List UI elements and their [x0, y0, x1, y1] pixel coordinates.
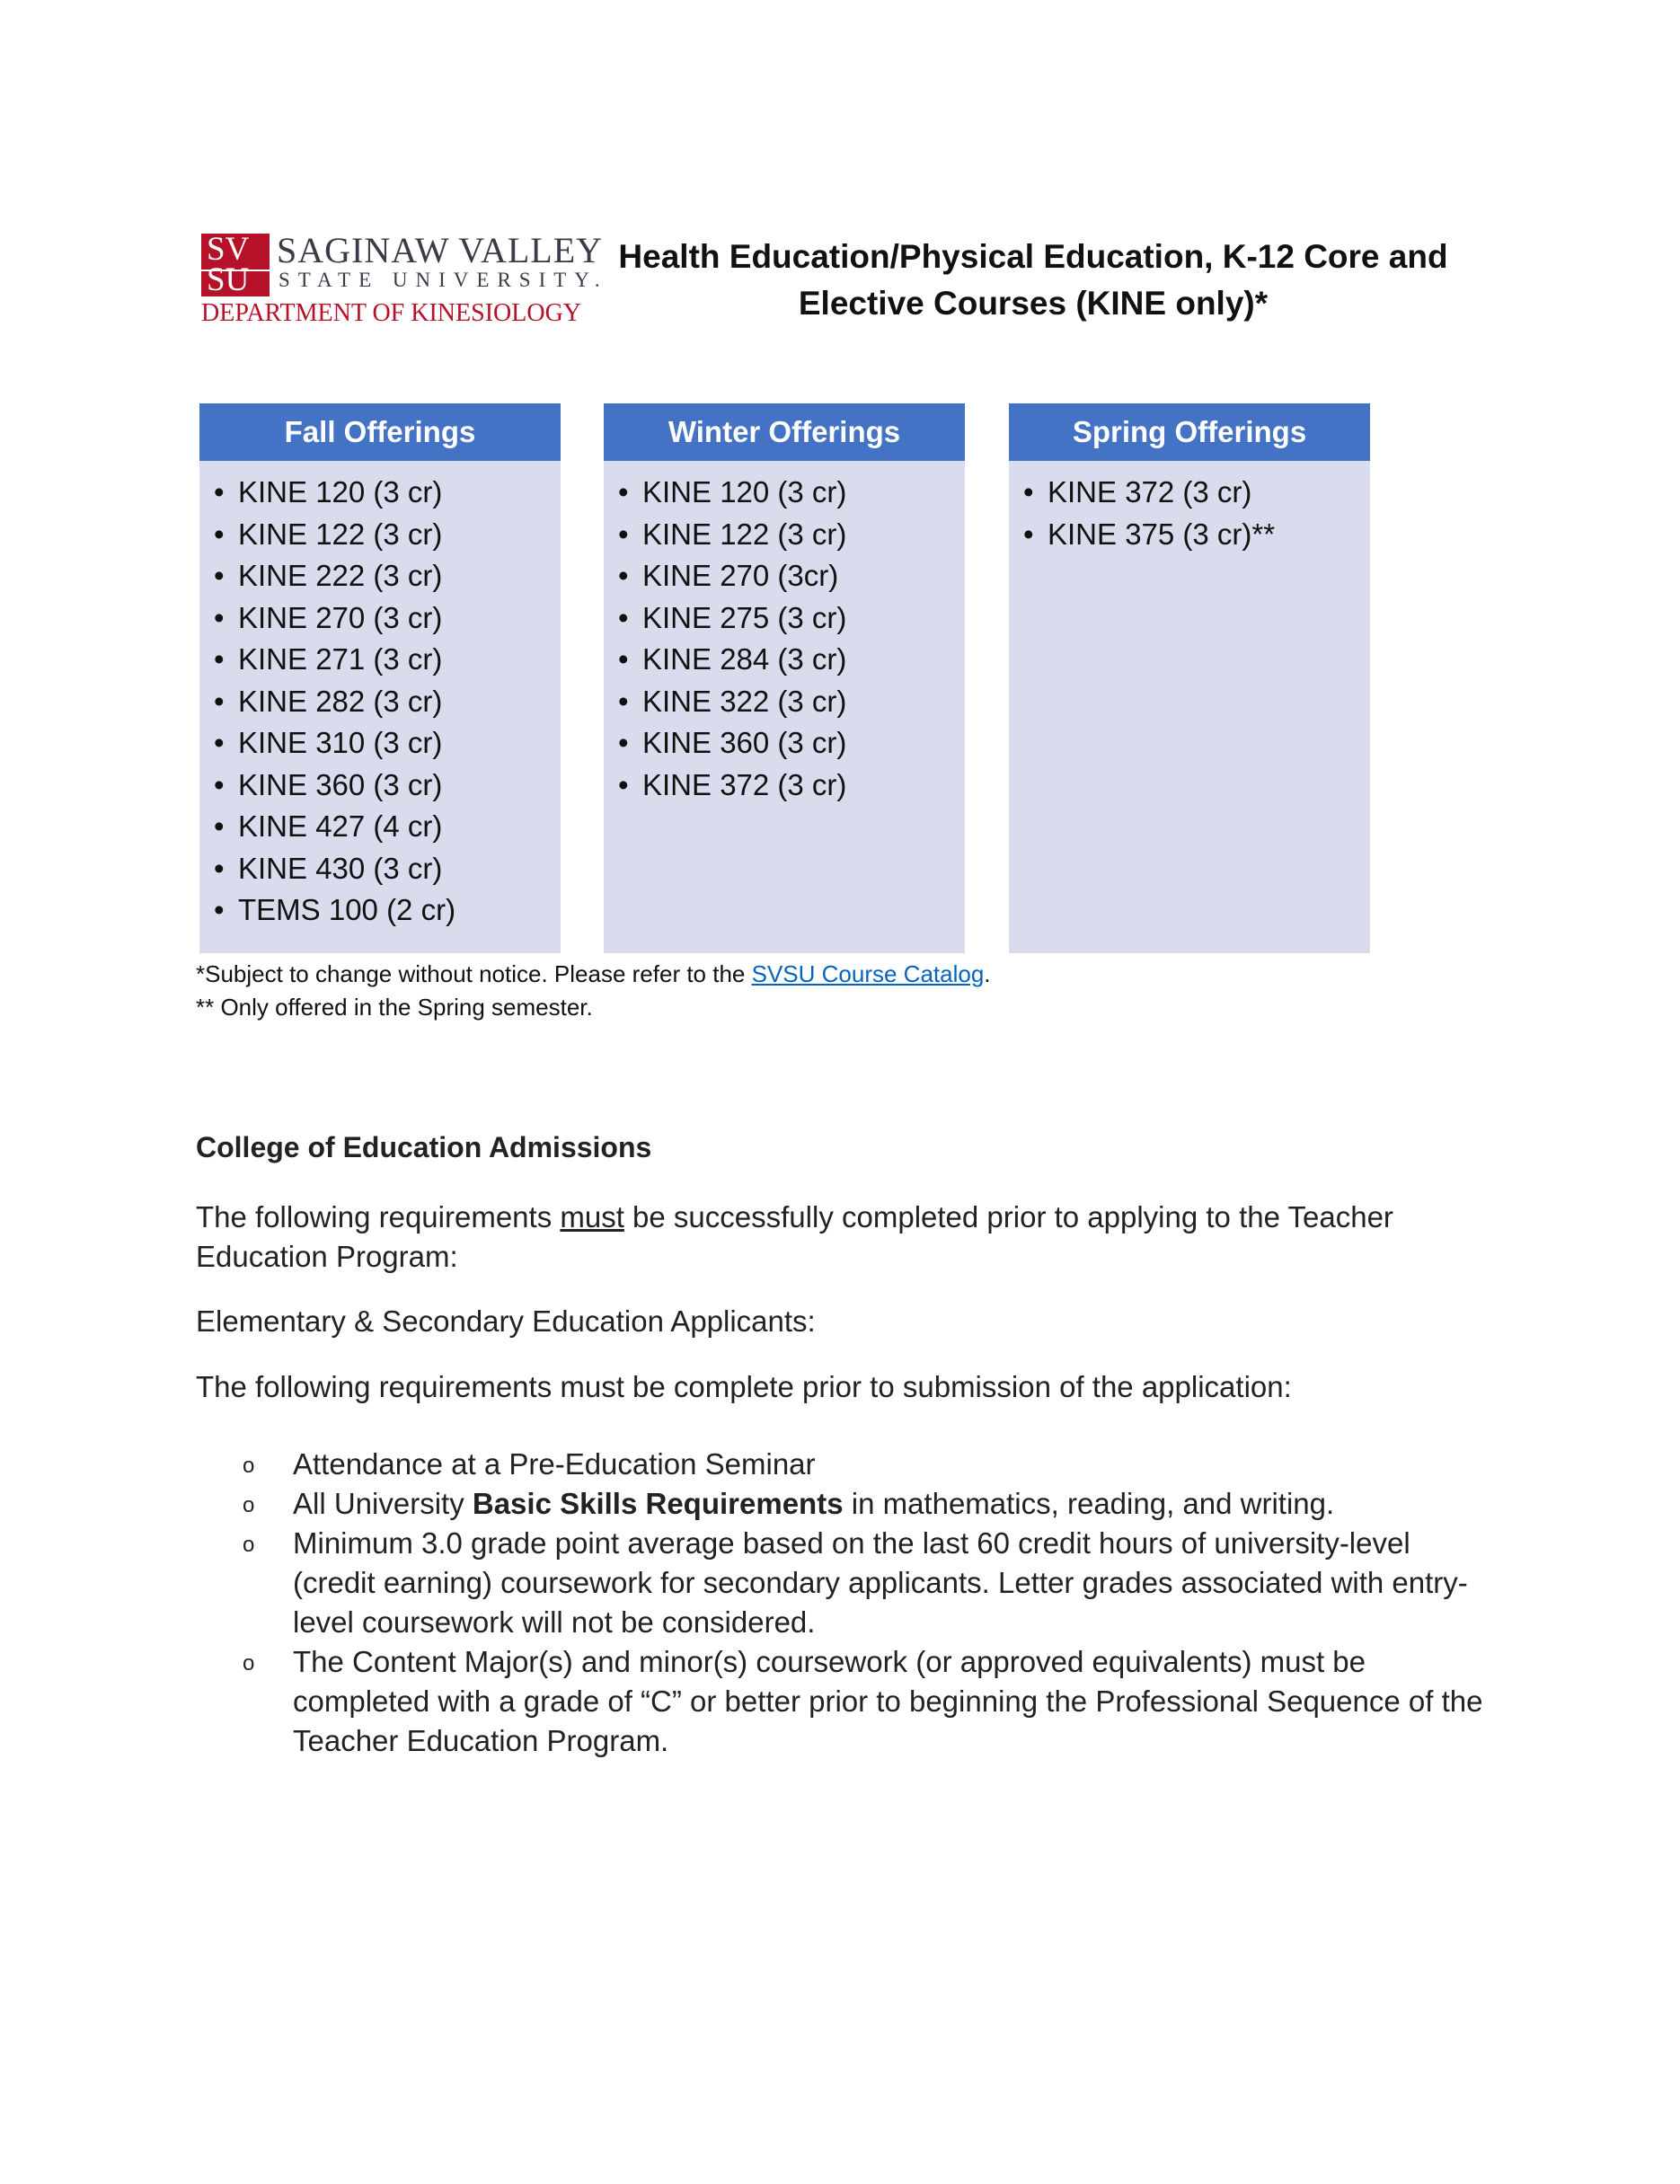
- course-item: • KINE 430 (3 cr): [214, 848, 561, 890]
- requirement-item: [196, 1445, 1490, 1484]
- course-list: [604, 472, 965, 806]
- svsu-course-catalog-link[interactable]: SVSU Course Catalog: [751, 960, 985, 987]
- logo-name-line2: STATE UNIVERSITY.: [279, 269, 608, 291]
- catalog-note-text: *Subject to change without notice. Please refer to the: [196, 960, 752, 987]
- course-item: • KINE 282 (3 cr): [214, 681, 561, 723]
- logo-name-line1: SAGINAW VALLEY: [277, 230, 604, 270]
- spring-only-note: ** Only offered in the Spring semester.: [196, 994, 593, 1021]
- intro-text-end: be successfully completed prior to applying to the Teacher Education Program:: [196, 1200, 1393, 1273]
- column-body: [604, 461, 965, 953]
- course-item: • KINE 122 (3 cr): [618, 514, 965, 556]
- course-item: • KINE 372 (3 cr): [618, 765, 965, 807]
- course-item: • KINE 360 (3 cr): [214, 765, 561, 807]
- requirements-intro: [196, 1198, 1490, 1277]
- course-item: • KINE 120 (3 cr): [618, 472, 965, 514]
- circle-bullet-icon: o: [243, 1493, 255, 1517]
- logo-department: DEPARTMENT OF KINESIOLOGY: [201, 299, 582, 327]
- course-item: • KINE 427 (4 cr): [214, 806, 561, 848]
- column-body: [1009, 461, 1370, 953]
- submission-requirements-intro: The following requirements must be complete prior to submission of the application:: [196, 1370, 1292, 1403]
- column-heading: Winter Offerings: [604, 403, 965, 461]
- requirement-text: The Content Major(s) and minor(s) coursework (or approved equivalents) must be completed with a grade of “C” or better prior to beginning the Professional Sequence of the Teacher Education Program.: [293, 1645, 1483, 1757]
- catalog-note: [196, 960, 991, 988]
- course-list: [199, 472, 561, 932]
- course-item: • KINE 375 (3 cr)**: [1023, 514, 1370, 556]
- logo-mark-top: SV: [207, 231, 250, 268]
- requirement-text-end: in mathematics, reading, and writing.: [843, 1487, 1335, 1520]
- requirement-emphasis: Basic Skills Requirements: [472, 1487, 844, 1520]
- course-item: • KINE 275 (3 cr): [618, 597, 965, 640]
- course-item: • KINE 270 (3cr): [618, 555, 965, 597]
- logo-mark-bottom: SU: [207, 261, 250, 298]
- admissions-heading: College of Education Admissions: [196, 1131, 652, 1163]
- circle-bullet-icon: o: [243, 1651, 255, 1676]
- intro-emphasis: must: [560, 1200, 624, 1233]
- circle-bullet-icon: o: [243, 1454, 255, 1478]
- course-item: • KINE 310 (3 cr): [214, 722, 561, 765]
- column-body: [199, 461, 561, 953]
- catalog-note-period: .: [984, 960, 991, 987]
- spring-offerings-column: [1009, 403, 1370, 953]
- svsu-logo: [201, 229, 608, 328]
- requirements-list: [196, 1445, 1490, 1761]
- course-item: • KINE 270 (3 cr): [214, 597, 561, 640]
- document-title: Health Education/Physical Education, K-12 Core and Elective Courses (KINE only)*: [618, 238, 1448, 322]
- fall-offerings-column: [199, 403, 561, 953]
- course-item: • KINE 360 (3 cr): [618, 722, 965, 765]
- applicants-label: Elementary & Secondary Education Applicants:: [196, 1304, 816, 1338]
- course-item: • KINE 122 (3 cr): [214, 514, 561, 556]
- course-item: • KINE 271 (3 cr): [214, 639, 561, 681]
- course-item: • KINE 322 (3 cr): [618, 681, 965, 723]
- course-item: • KINE 372 (3 cr): [1023, 472, 1370, 514]
- course-item: • TEMS 100 (2 cr): [214, 889, 561, 932]
- course-item: • KINE 284 (3 cr): [618, 639, 965, 681]
- course-item: • KINE 222 (3 cr): [214, 555, 561, 597]
- requirement-item: [196, 1524, 1490, 1642]
- requirement-item: [196, 1642, 1490, 1761]
- intro-text-start: The following requirements: [196, 1200, 561, 1233]
- column-heading: Fall Offerings: [199, 403, 561, 461]
- requirement-text-start: All University: [293, 1487, 473, 1520]
- column-heading: Spring Offerings: [1009, 403, 1370, 461]
- requirement-item: [196, 1484, 1490, 1524]
- logo-mark: [201, 231, 270, 298]
- requirement-text: Minimum 3.0 grade point average based on the last 60 credit hours of university-level (credit earning) coursework for secondary applicants. Letter grades associated with entry-level coursework will not be considered.: [293, 1526, 1468, 1639]
- winter-offerings-column: [604, 403, 965, 953]
- course-list: [1009, 472, 1370, 555]
- circle-bullet-icon: o: [243, 1533, 255, 1557]
- requirement-text: Attendance at a Pre-Education Seminar: [293, 1447, 816, 1481]
- course-item: • KINE 120 (3 cr): [214, 472, 561, 514]
